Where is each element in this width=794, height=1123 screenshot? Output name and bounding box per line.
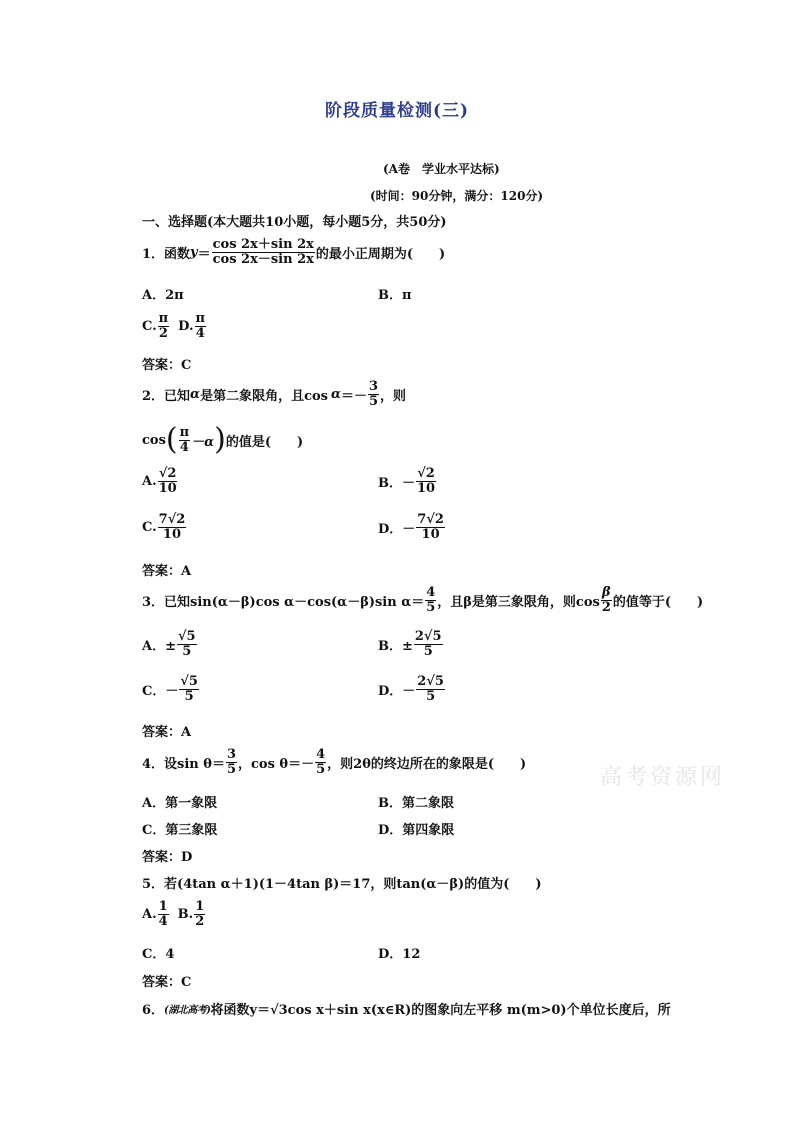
- q2-answer: 答案：A: [142, 564, 192, 579]
- q4-option-b: B．第二象限: [378, 796, 454, 811]
- q1-c-fraction: [158, 312, 170, 340]
- q3-option-d: [378, 675, 446, 703]
- q1-c-label: C.: [142, 318, 157, 334]
- q3-prefix: 3．已知sin(α－β)cos α－cos(α－β)sin α＝: [142, 594, 425, 610]
- q2-pi-num: π: [179, 424, 190, 440]
- q1-suffix: 的最小正周期为( ): [315, 246, 446, 262]
- q4-num2: 4: [316, 747, 326, 762]
- q3-d-label: D．－: [378, 683, 416, 699]
- q3-b-den: 5: [423, 643, 433, 659]
- q1-fraction: [212, 238, 315, 266]
- question-6: [142, 999, 671, 1018]
- q3-a-label: A．±: [142, 638, 176, 654]
- q2-a-num: √2: [158, 466, 177, 481]
- q3-option-c: [142, 675, 200, 703]
- q2-prefix: 2．已知: [142, 388, 191, 404]
- q3-mid: ，且β是第三象限角，则cos: [437, 594, 600, 610]
- q2-alpha2: α: [330, 386, 341, 402]
- q2-option-c: [142, 513, 187, 541]
- q2-b-label: B．－: [378, 475, 415, 491]
- q1-var: y: [190, 244, 198, 260]
- question-1: [142, 238, 445, 266]
- q2-option-a: [142, 467, 179, 495]
- q1-eq: ＝: [197, 246, 211, 262]
- q2-pi-den: 4: [179, 439, 189, 455]
- watermark: 高考资源网: [600, 765, 726, 790]
- section-heading: 一、选择题(本大题共10小题，每小题5分，共50分): [142, 215, 447, 230]
- q1-option-b: B．π: [378, 288, 412, 303]
- q2-alpha: α: [190, 386, 201, 402]
- q3-d-den: 5: [426, 688, 436, 704]
- q4-option-a: A．第一象限: [142, 796, 218, 811]
- q4-den1: 5: [226, 761, 236, 777]
- question-2: [142, 380, 406, 408]
- q5-option-d: D．12: [378, 947, 421, 962]
- q2-c-den: 10: [162, 526, 182, 542]
- q2-cos: cos: [142, 432, 166, 448]
- q5-options-ab: [142, 900, 206, 928]
- q4-num1: 3: [226, 747, 236, 762]
- q3-option-a: [142, 630, 198, 658]
- q1-d-num: π: [195, 311, 206, 326]
- q2-den: 5: [369, 393, 379, 409]
- q2-pi-fraction: [179, 426, 191, 454]
- q3-b-label: B．±: [378, 638, 413, 654]
- q1-numerator: cos 2x＋sin 2x: [212, 237, 314, 252]
- q1-options-cd: [142, 312, 207, 340]
- q3-beta-num: β: [602, 585, 611, 600]
- q4-answer: 答案：D: [142, 850, 193, 865]
- q1-c-den: 2: [158, 325, 168, 341]
- q1-d-fraction: [195, 312, 207, 340]
- q2-minus-alpha: －α: [191, 434, 215, 450]
- q2-option-b: [378, 467, 437, 495]
- right-paren-icon: ): [214, 422, 226, 457]
- q2-b-num: √2: [417, 466, 435, 481]
- q3-c-label: C．－: [142, 683, 179, 699]
- q3-num: 4: [426, 585, 436, 600]
- q2-c-label: C.: [142, 519, 157, 535]
- q5-a-num: 1: [158, 899, 168, 914]
- q3-suffix: 的值等于( ): [612, 594, 704, 610]
- q5-b-den: 2: [195, 913, 205, 929]
- q1-prefix: 1．函数: [142, 246, 191, 262]
- q2-d-den: 10: [421, 526, 440, 542]
- q2-option-d: [378, 513, 446, 541]
- q4-prefix: 4．设sin θ＝: [142, 756, 225, 772]
- q1-answer: 答案：C: [142, 358, 192, 373]
- q2-d-num: 7√2: [417, 512, 444, 527]
- q1-option-a: A．2π: [142, 288, 184, 303]
- q2-line2-suffix: 的值是( ): [225, 434, 304, 450]
- left-paren-icon: (: [165, 422, 178, 457]
- q5-b-label: B.: [177, 906, 194, 922]
- q5-answer: 答案：C: [142, 975, 192, 990]
- paper-subtitle: (A卷 学业水平达标): [383, 162, 500, 176]
- q1-c-num: π: [158, 311, 169, 326]
- q4-den2: 5: [316, 761, 326, 777]
- q5-b-num: 1: [195, 899, 205, 914]
- q2-suffix: ，则: [380, 388, 407, 404]
- q3-option-b: [378, 630, 444, 658]
- q2-eq: ＝－: [340, 388, 367, 404]
- question-5: 5．若(4tan α＋1)(1－4tan β)＝17，则tan(α－β)的值为( ): [142, 877, 542, 892]
- q3-c-den: 5: [184, 688, 194, 704]
- q3-a-den: 5: [182, 643, 192, 659]
- page-title: 阶段质量检测(三): [324, 101, 470, 121]
- q5-option-c: C．4: [142, 947, 175, 962]
- q5-a-den: 4: [158, 913, 168, 929]
- q3-a-num: √5: [177, 629, 196, 644]
- q1-d-label: D.: [178, 318, 194, 334]
- q4-option-d: D．第四象限: [378, 823, 455, 838]
- q5-a-label: A.: [142, 906, 157, 922]
- q2-a-den: 10: [158, 480, 177, 496]
- question-4: [142, 748, 526, 776]
- q2-d-label: D．－: [378, 521, 416, 537]
- q2-fraction: [368, 380, 379, 408]
- q2-b-den: 10: [417, 480, 436, 496]
- q2-num: 3: [369, 379, 379, 394]
- question-3: [142, 586, 703, 614]
- q3-b-num: 2√5: [414, 629, 442, 644]
- time-note: (时间：90分钟，满分：120分): [370, 189, 544, 203]
- q3-den: 5: [426, 599, 436, 615]
- q6-prefix: 6．: [142, 1003, 165, 1018]
- q2-a-label: A.: [142, 473, 157, 489]
- q6-text: 将函数y＝√3cos x＋sin x(x∈R)的图象向左平移 m(m>0)个单位长度后，所: [210, 1003, 671, 1018]
- q2-c-num: 7√2: [158, 512, 186, 527]
- q6-source-tag: (湖北高考): [164, 1005, 211, 1016]
- q4-mid: ，cos θ＝－: [238, 756, 315, 772]
- q1-d-den: 4: [195, 325, 205, 341]
- q3-answer: 答案：A: [142, 725, 192, 740]
- q3-beta-den: 2: [601, 599, 611, 615]
- q3-d-num: 2√5: [417, 674, 444, 689]
- q2-line2: [142, 422, 304, 457]
- q1-denominator: cos 2x－sin 2x: [212, 251, 314, 267]
- q4-option-c: C．第三象限: [142, 823, 218, 838]
- q3-c-num: √5: [180, 674, 198, 689]
- q2-mid: 是第二象限角，且cos: [200, 388, 328, 404]
- q4-suffix: ，则2θ的终边所在的象限是( ): [327, 756, 527, 772]
